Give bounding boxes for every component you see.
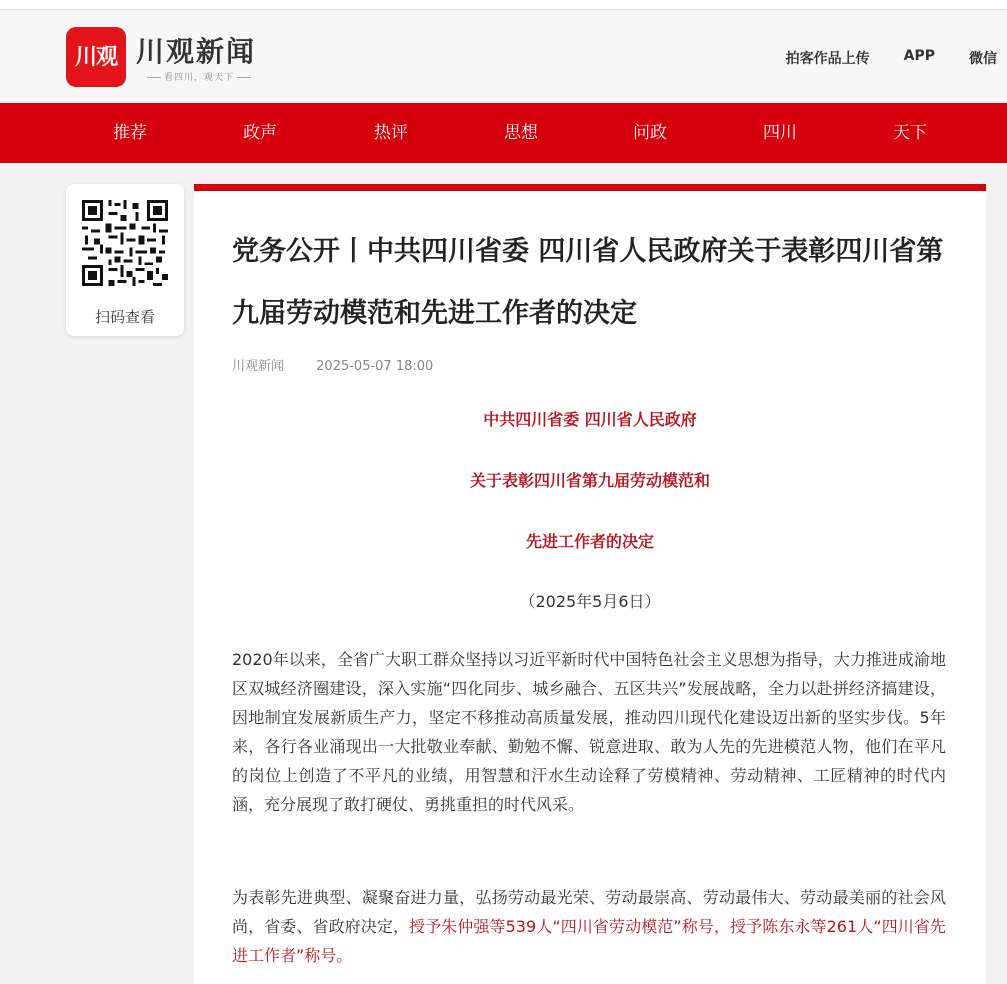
- article-meta: [232, 355, 433, 374]
- paragraph-2-highlight: 授予朱仲强等539人“四川省劳动模范”称号，授予陈东永等261人“四川省先进工作者”称号。: [232, 917, 946, 965]
- article-title: 党务公开丨中共四川省委 四川省人民政府关于表彰四川省第九届劳动模范和先进工作者的决定: [232, 236, 944, 329]
- nav-item-inquiry[interactable]: 问政: [633, 123, 667, 143]
- logo-name[interactable]: 川观新闻: [136, 35, 257, 68]
- doc-heading-line-2: 关于表彰四川省第九届劳动模范和: [469, 471, 710, 490]
- wechat-link[interactable]: 微信: [969, 51, 997, 67]
- article-source: 川观新闻: [232, 359, 285, 374]
- article-datetime: 2025-05-07 18:00: [316, 359, 434, 374]
- nav-item-recommend[interactable]: 推荐: [113, 123, 147, 143]
- nav-item-commentary[interactable]: 热评: [374, 123, 408, 143]
- app-link[interactable]: APP: [903, 48, 935, 64]
- nav-item-world[interactable]: 天下: [893, 123, 927, 143]
- qr-card: [66, 184, 184, 336]
- browser-top-strip: [0, 0, 1007, 10]
- header-links: [786, 48, 997, 68]
- main-nav: [0, 103, 1007, 163]
- site-header: [0, 10, 1007, 103]
- logo-slogan: 看四川，观天下: [139, 70, 259, 83]
- qr-label: 扫码查看: [94, 308, 155, 326]
- paragraph-2-text: 为表彰先进典型、凝聚奋进力量，弘扬劳动最光荣、劳动最崇高、劳动最伟大、劳动最美丽的社会风尚，省委、省政府决定，: [232, 888, 946, 936]
- article-card: [194, 184, 986, 984]
- nav-item-sichuan[interactable]: 四川: [763, 123, 797, 143]
- article-paragraph-1: 2020年以来，全省广大职工群众坚持以习近平新时代中国特色社会主义思想为指导，大力推进成渝地区双城经济圈建设，深入实施“四化同步、城乡融合、五区共兴”发展战略，全力以赴拼经济搞建设，因地制宜发展新质生产力，坚定不移推动高质量发展，推动四川现代化建设迈出新的坚实步伐。5年来，各行各业涌现出一大批敬业奉献、勤勉不懈、锐意进取、敢为人先的先进模范人物，他们在平凡的岗位上创造了不平凡的业绩，用智慧和汗水生动诠释了劳模精神、劳动精神、工匠精神的时代内涵，充分展现了敢打硬仗、勇挑重担的时代风采。: [232, 650, 946, 814]
- nav-item-politics[interactable]: 政声: [243, 123, 277, 143]
- logo-mark[interactable]: 川观: [66, 27, 126, 87]
- qr-code-icon: [82, 200, 168, 286]
- doc-date: （2025年5月6日）: [519, 592, 661, 611]
- nav-item-thought[interactable]: 思想: [504, 123, 538, 143]
- doc-heading-line-3: 先进工作者的决定: [525, 532, 654, 551]
- upload-works-link[interactable]: 拍客作品上传: [785, 51, 870, 67]
- article-paragraph-2: [232, 883, 946, 970]
- doc-heading-line-1: 中共四川省委 四川省人民政府: [483, 410, 697, 429]
